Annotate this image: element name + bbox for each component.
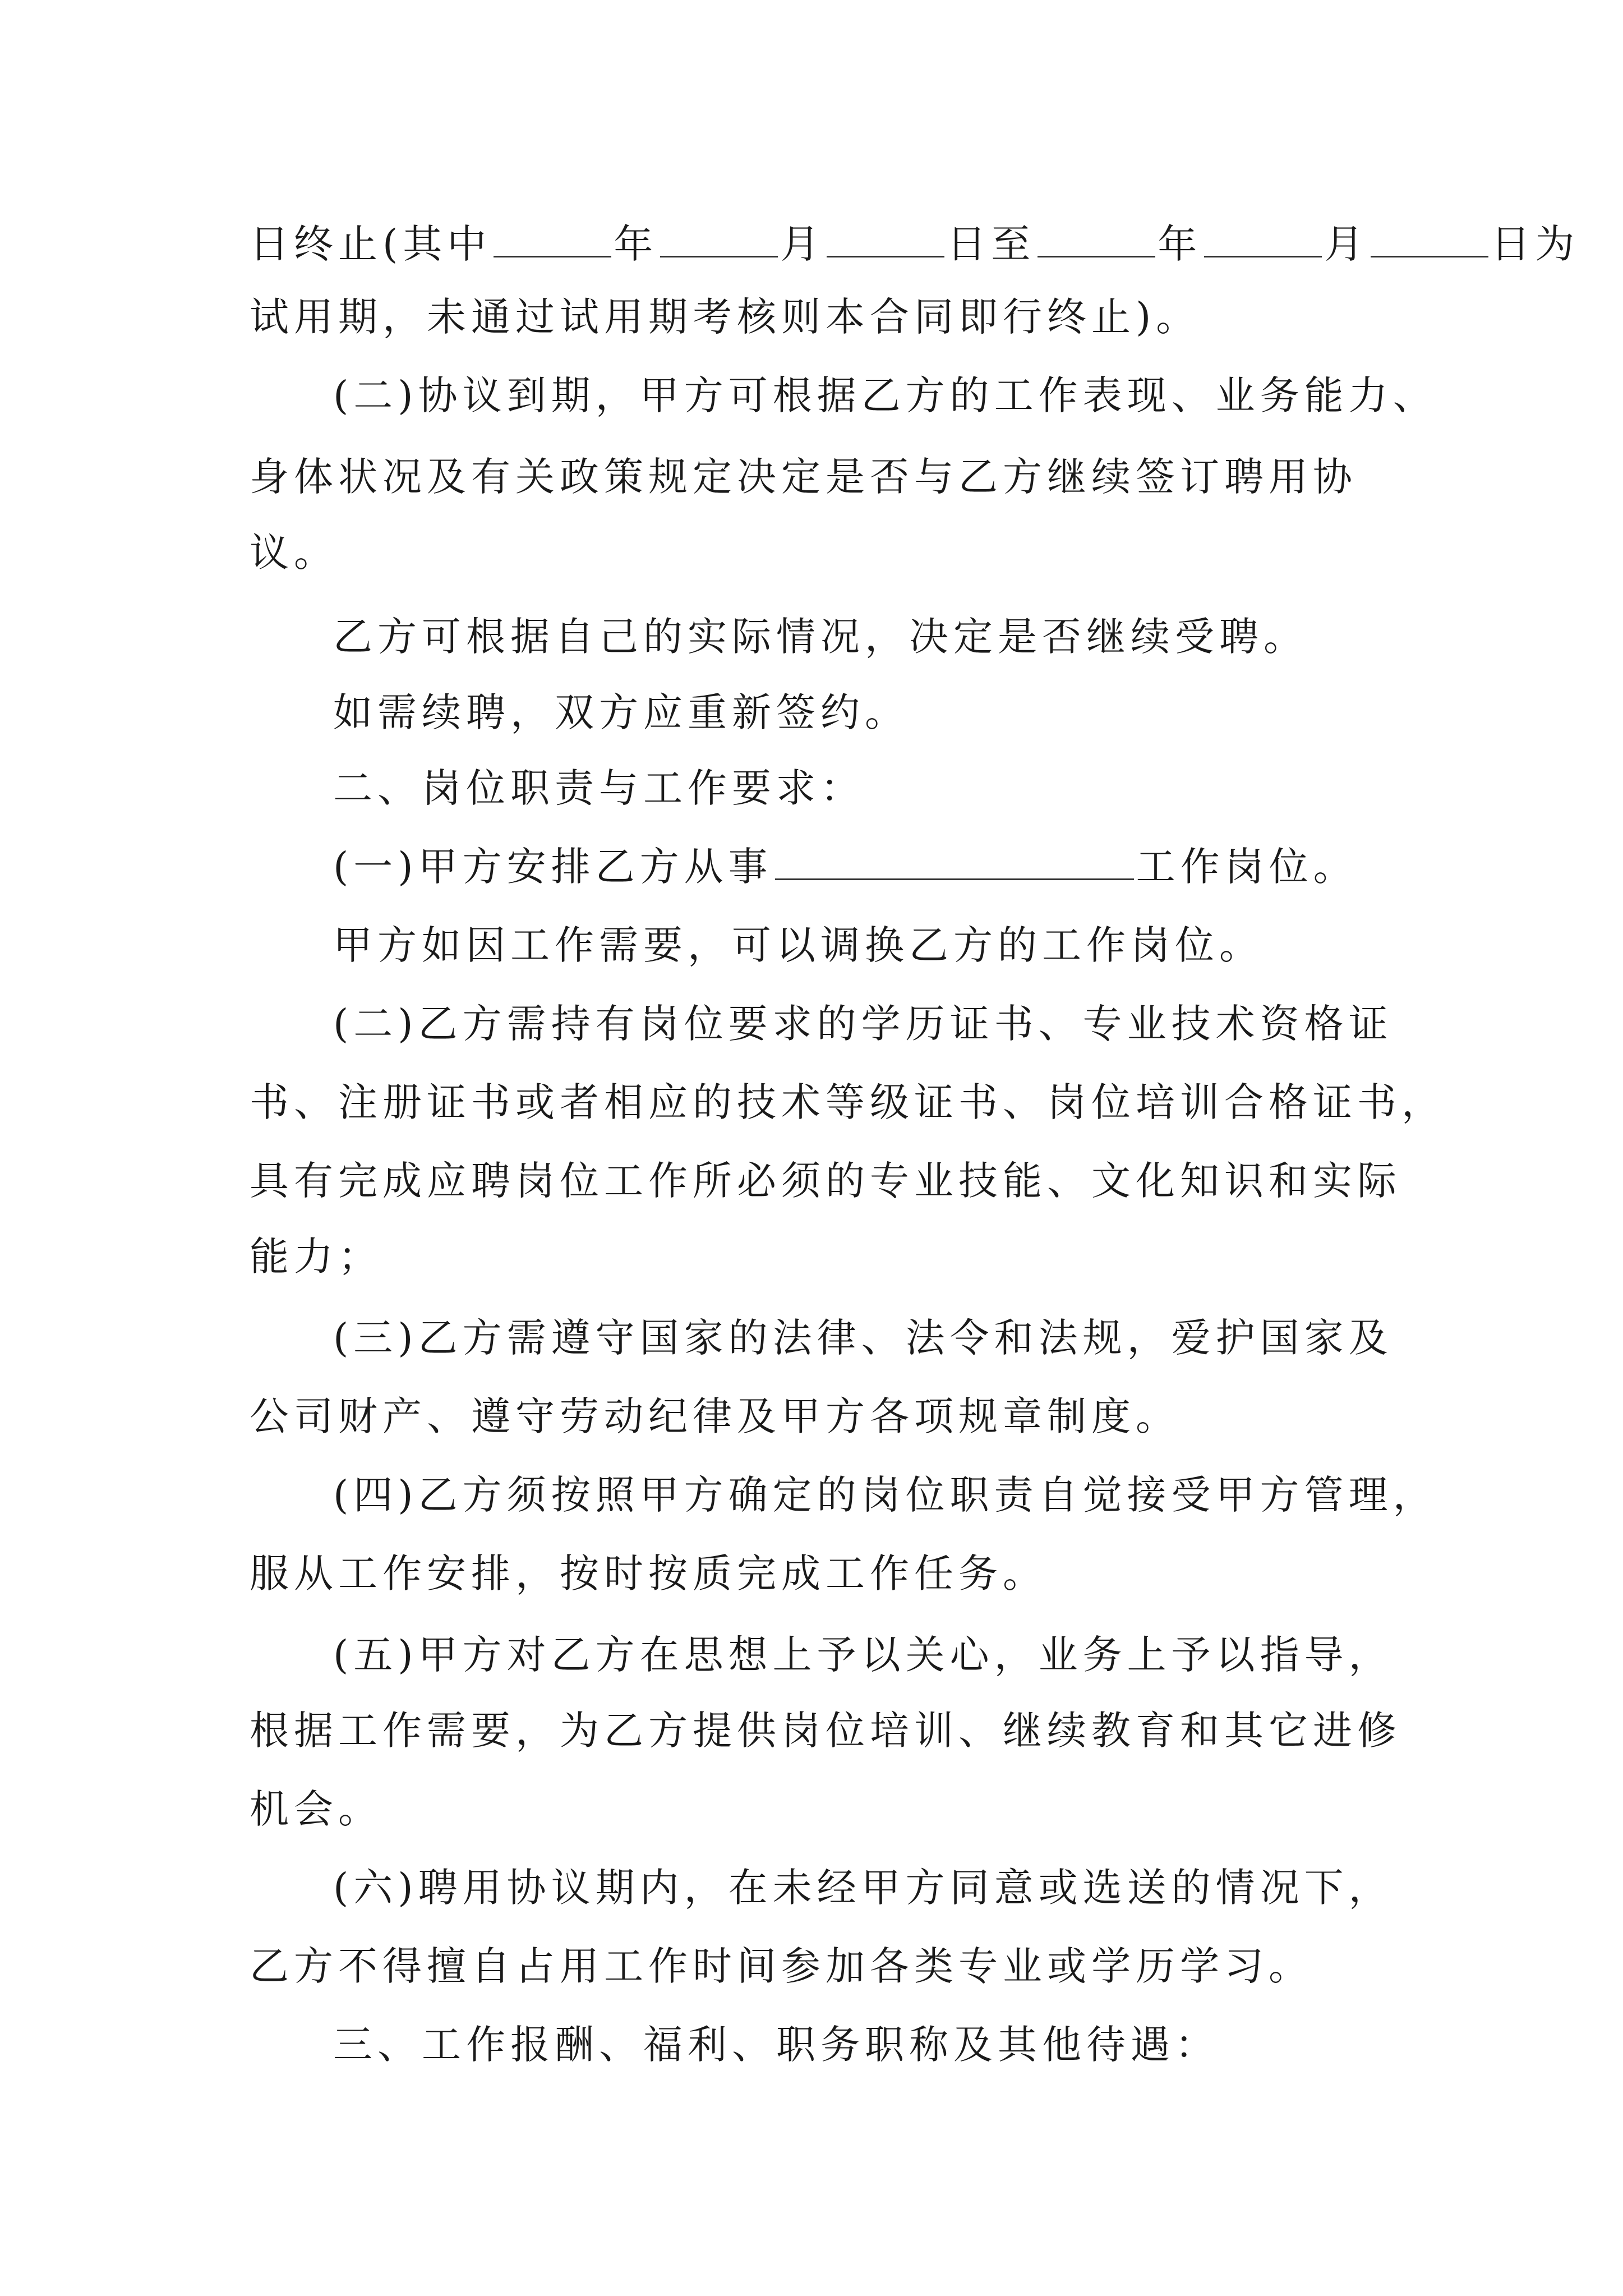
text-fragment: 年 [614,221,658,267]
text-fragment: 月 [1324,221,1369,267]
section-heading: 三、工作报酬、福利、职务职称及其他待遇： [333,2022,1219,2068]
paragraph-line: (三)乙方需遵守国家的法律、法令和法规，爱护国家及 [333,1315,1393,1361]
blank-field [775,839,1134,880]
text-fragment: (一)甲方安排乙方从事 [333,844,773,890]
text-line: 书、注册证书或者相应的技术等级证书、岗位培训合格证书， [250,1079,1446,1125]
blank-field [827,217,944,257]
text-fragment: 日终止(其中 [250,221,492,267]
text-line: 根据工作需要，为乙方提供岗位培训、继续教育和其它进修 [250,1708,1401,1754]
blank-field [1371,217,1488,257]
blank-field [494,217,611,257]
text-line: 具有完成应聘岗位工作所必须的专业技能、文化知识和实际 [250,1158,1401,1204]
text-line: 乙方不得擅自占用工作时间参加各类专业或学历学习。 [250,1943,1313,1989]
paragraph-line: (五)甲方对乙方在思想上予以关心，业务上予以指导， [333,1632,1393,1678]
blank-field [1038,217,1155,257]
blank-field [1204,217,1322,257]
section-heading: 二、岗位职责与工作要求： [333,765,865,811]
text-line [250,208,1579,280]
paragraph-line: (四)乙方须按照甲方确定的岗位职责自觉接受甲方管理， [333,1472,1437,1518]
text-fragment: 工作岗位。 [1136,844,1358,890]
text-fragment: 月 [780,221,825,267]
paragraph-line [250,830,1358,903]
text-line: 议。 [250,530,338,576]
paragraph-line: (二)乙方需持有岗位要求的学历证书、专业技术资格证 [333,1001,1393,1047]
blank-field [660,217,778,257]
text-line: 身体状况及有关政策规定决定是否与乙方继续签订聘用协 [250,454,1357,500]
text-line: 服从工作安排，按时按质完成工作任务。 [250,1550,1047,1596]
text-fragment: 日为 [1491,221,1580,267]
paragraph-line: 如需续聘，双方应重新签约。 [333,689,909,735]
text-fragment: 年 [1158,221,1202,267]
text-line: 能力； [250,1234,382,1280]
text-line: 机会。 [250,1786,382,1832]
paragraph-line: (六)聘用协议期内，在未经甲方同意或选送的情况下， [333,1865,1393,1911]
text-line: 公司财产、遵守劳动纪律及甲方各项规章制度。 [250,1393,1180,1439]
paragraph-line: 甲方如因工作需要，可以调换乙方的工作岗位。 [333,922,1264,968]
paragraph-line: 乙方可根据自己的实际情况，决定是否继续受聘。 [333,614,1308,660]
paragraph-line: (二)协议到期，甲方可根据乙方的工作表现、业务能力、 [333,372,1437,418]
text-line: 试用期，未通过试用期考核则本合同即行终止)。 [250,294,1201,340]
text-fragment: 日至 [947,221,1036,267]
